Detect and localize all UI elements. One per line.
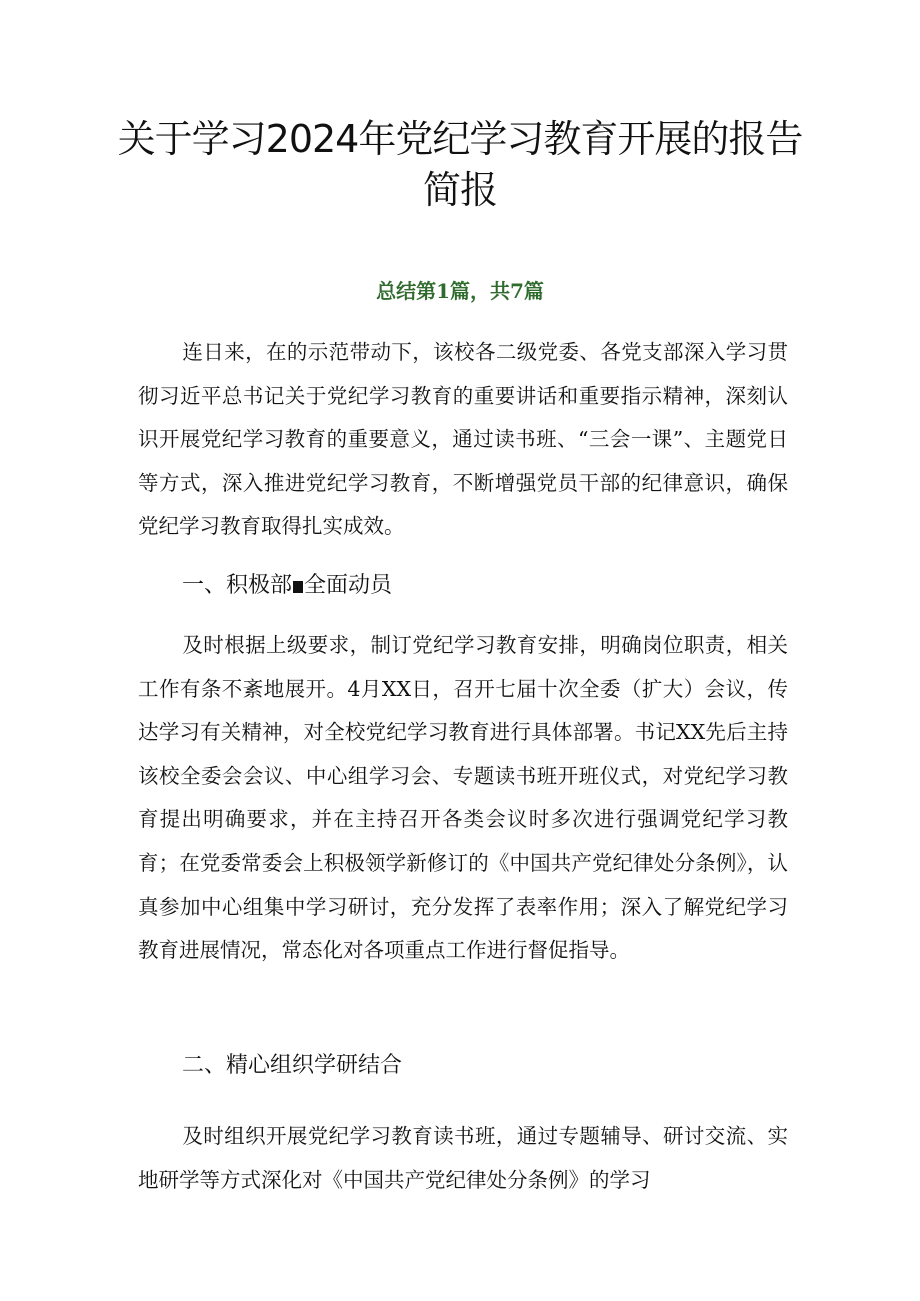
section2-text: 及时组织开展党纪学习教育读书班，通过专题辅导、研讨交流、实地研学等方式深化对《中国共产党纪律处分条例》的学习 [138,1124,788,1192]
document-title-line1: 关于学习2024年党纪学习教育开展的报告 [117,117,803,161]
redaction-square-icon [293,581,303,593]
intro-text: 连日来，在的示范带动下，该校各二级党委、各党支部深入学习贯彻习近平总书记关于党纪学习教育的重要讲话和重要指示精神，深刻认识开展党纪学习教育的重要意义，通过读书班、“三会一课”、主题党日等方式，深入推进党纪学习教育，不断增强党员干部的纪律意识，确保党纪学习教育取得扎实成效。 [138,340,788,539]
section1-heading-part1: 一、积极部 [182,573,293,598]
section2-heading: 二、精心组织学研结合 [182,1053,403,1078]
section1-text: 及时根据上级要求，制订党纪学习教育安排，明确岗位职责，相关工作有条不紊地展开。4月XX日，召开七届十次全委（扩大）会议，传达学习有关精神，对全校党纪学习教育进行具体部署。书记XX先后主持该校全委会会议、中心组学习会、专题读书班开班仪式，对党纪学习教育提出明确要求，并在主持召开各类会议时多次进行强调党纪学习教育；在党委常委会上积极领学新修订的《中国共产党纪律处分条例》，认真参加中心组集中学习研讨，充分发挥了表率作用；深入了解党纪学习教育进展情况，常态化对各项重点工作进行督促指导。 [138,633,788,963]
document-title-line2: 简报 [422,168,497,212]
document-subtitle: 总结第1篇，共7篇 [376,279,544,303]
section1-paragraph [138,624,788,973]
section1-heading [182,570,392,602]
section2-paragraph [138,1115,788,1202]
section1-heading-part2: 全面动员 [304,573,393,598]
intro-paragraph [138,331,788,549]
